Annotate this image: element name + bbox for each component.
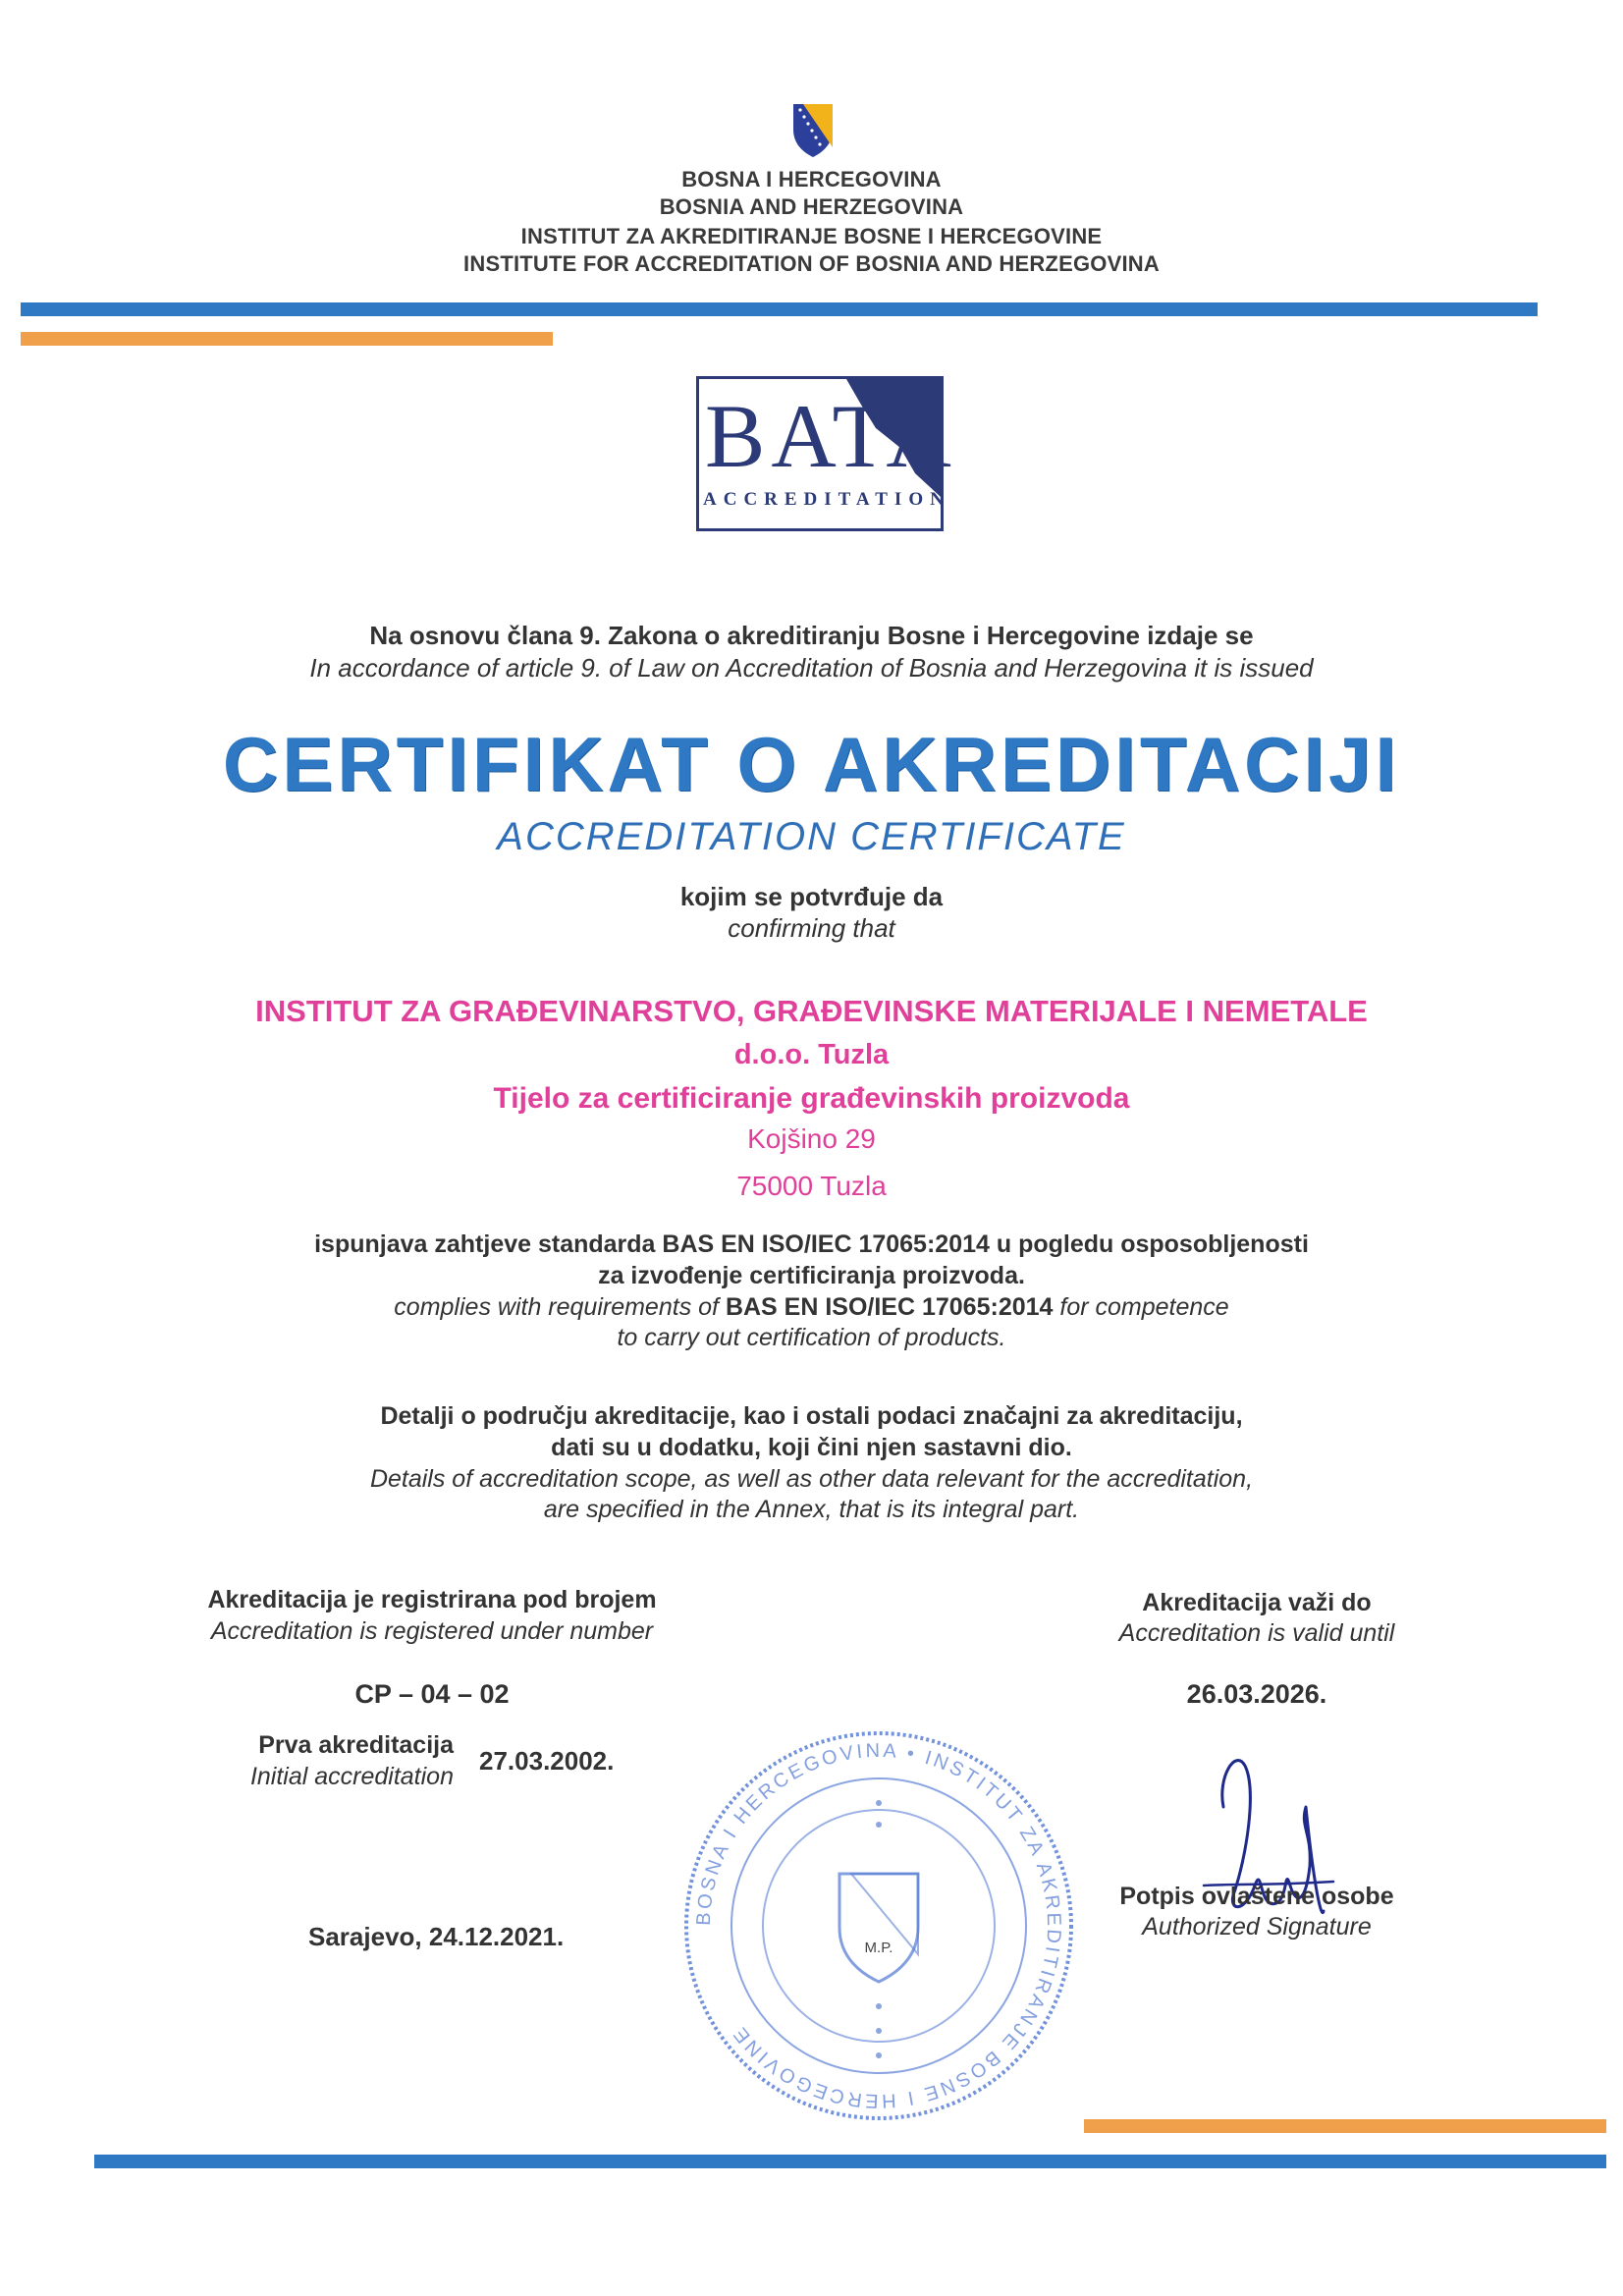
intro-local: Na osnovu člana 9. Zakona o akreditiranju Bosne i Hercegovine izdaje se — [369, 621, 1254, 650]
compliance-english-line2: to carry out certification of products. — [617, 1324, 1006, 1351]
compliance-english-line1 — [0, 1293, 1623, 1322]
details-english-line1: Details of accreditation scope, as well as other data relevant for the accreditation, — [369, 1465, 1254, 1493]
seal-ring-text: BOSNA I HERCEGOVINA • INSTITUT ZA AKREDITIRANJE BOSNE I HERCEGOVINE — [692, 1739, 1065, 2112]
initial-label-english: Initial accreditation — [249, 1763, 454, 1790]
intro-english: In accordance of article 9. of Law on Accreditation of Bosnia and Herzegovina it is issued — [309, 653, 1314, 683]
certificate-title: CERTIFIKAT O AKREDITACIJI — [222, 721, 1401, 807]
top-blue-bar — [21, 302, 1538, 316]
compliance-english-pre: complies with requirements of — [394, 1293, 726, 1321]
seal-center-text: M.P. — [864, 1940, 893, 1956]
compliance-local-line2: za izvođenje certificiranja proizvoda. — [598, 1262, 1025, 1289]
registration-label-english: Accreditation is registered under number — [210, 1617, 654, 1645]
header-country-english: BOSNIA AND HERZEGOVINA — [659, 194, 964, 219]
compliance-local-line1: ispunjava zahtjeve standarda BAS EN ISO/IEC 17065:2014 u pogledu osposobljenosti — [314, 1230, 1309, 1258]
initial-label-local: Prva akreditacija — [258, 1731, 454, 1759]
initial-date: 27.03.2002. — [479, 1746, 615, 1776]
header-institute-local: INSTITUT ZA AKREDITIRANJE BOSNE I HERCEGOVINE — [520, 224, 1103, 248]
validity-label-local: Akreditacija važi do — [1142, 1589, 1372, 1616]
signature-label-english: Authorized Signature — [1142, 1913, 1372, 1941]
top-orange-bar — [21, 332, 553, 346]
header-country-local: BOSNA I HERCEGOVINA — [681, 167, 942, 191]
place-date: Sarajevo, 24.12.2021. — [308, 1922, 565, 1951]
registration-number: CP – 04 – 02 — [354, 1679, 510, 1709]
details-local-line1: Detalji o području akreditacije, kao i ostali podaci značajni za akreditaciju, — [380, 1402, 1243, 1430]
holder-legal-form: d.o.o. Tuzla — [733, 1039, 890, 1070]
official-seal — [679, 1726, 1078, 2125]
compliance-english-post: for competence — [1053, 1293, 1229, 1321]
compliance-english-standard: BAS EN ISO/IEC 17065:2014 — [725, 1293, 1054, 1321]
bata-logo — [696, 376, 957, 531]
confirming-english: confirming that — [728, 913, 895, 943]
validity-date: 26.03.2026. — [1186, 1679, 1327, 1709]
certificate-subtitle: ACCREDITATION CERTIFICATE — [497, 815, 1126, 858]
holder-street: Kojšino 29 — [747, 1123, 876, 1154]
signature-label-local: Potpis ovlaštene osobe — [1119, 1883, 1394, 1910]
bottom-blue-bar — [94, 2155, 1606, 2168]
header-institute-english: INSTITUTE FOR ACCREDITATION OF BOSNIA AND HERZEGOVINA — [463, 251, 1160, 276]
confirming-local: kojim se potvrđuje da — [679, 882, 944, 911]
bottom-orange-bar — [1084, 2119, 1606, 2133]
validity-label-english: Accreditation is valid until — [1118, 1619, 1395, 1647]
bata-logo-letters: BATA — [705, 386, 957, 486]
holder-name: INSTITUT ZA GRAĐEVINARSTVO, GRAĐEVINSKE MATERIJALE I NEMETALE — [255, 994, 1368, 1028]
coat-of-arms-icon — [791, 102, 835, 159]
holder-body: Tijelo za certificiranje građevinskih proizvoda — [493, 1082, 1130, 1115]
details-local-line2: dati su u dodatku, koji čini njen sastavni dio. — [551, 1434, 1072, 1461]
holder-city: 75000 Tuzla — [736, 1171, 887, 1201]
bata-logo-caption: ACCREDITATION — [703, 489, 950, 510]
registration-label-local: Akreditacija je registrirana pod brojem — [207, 1586, 657, 1613]
details-english-line2: are specified in the Annex, that is its integral part. — [543, 1496, 1080, 1523]
